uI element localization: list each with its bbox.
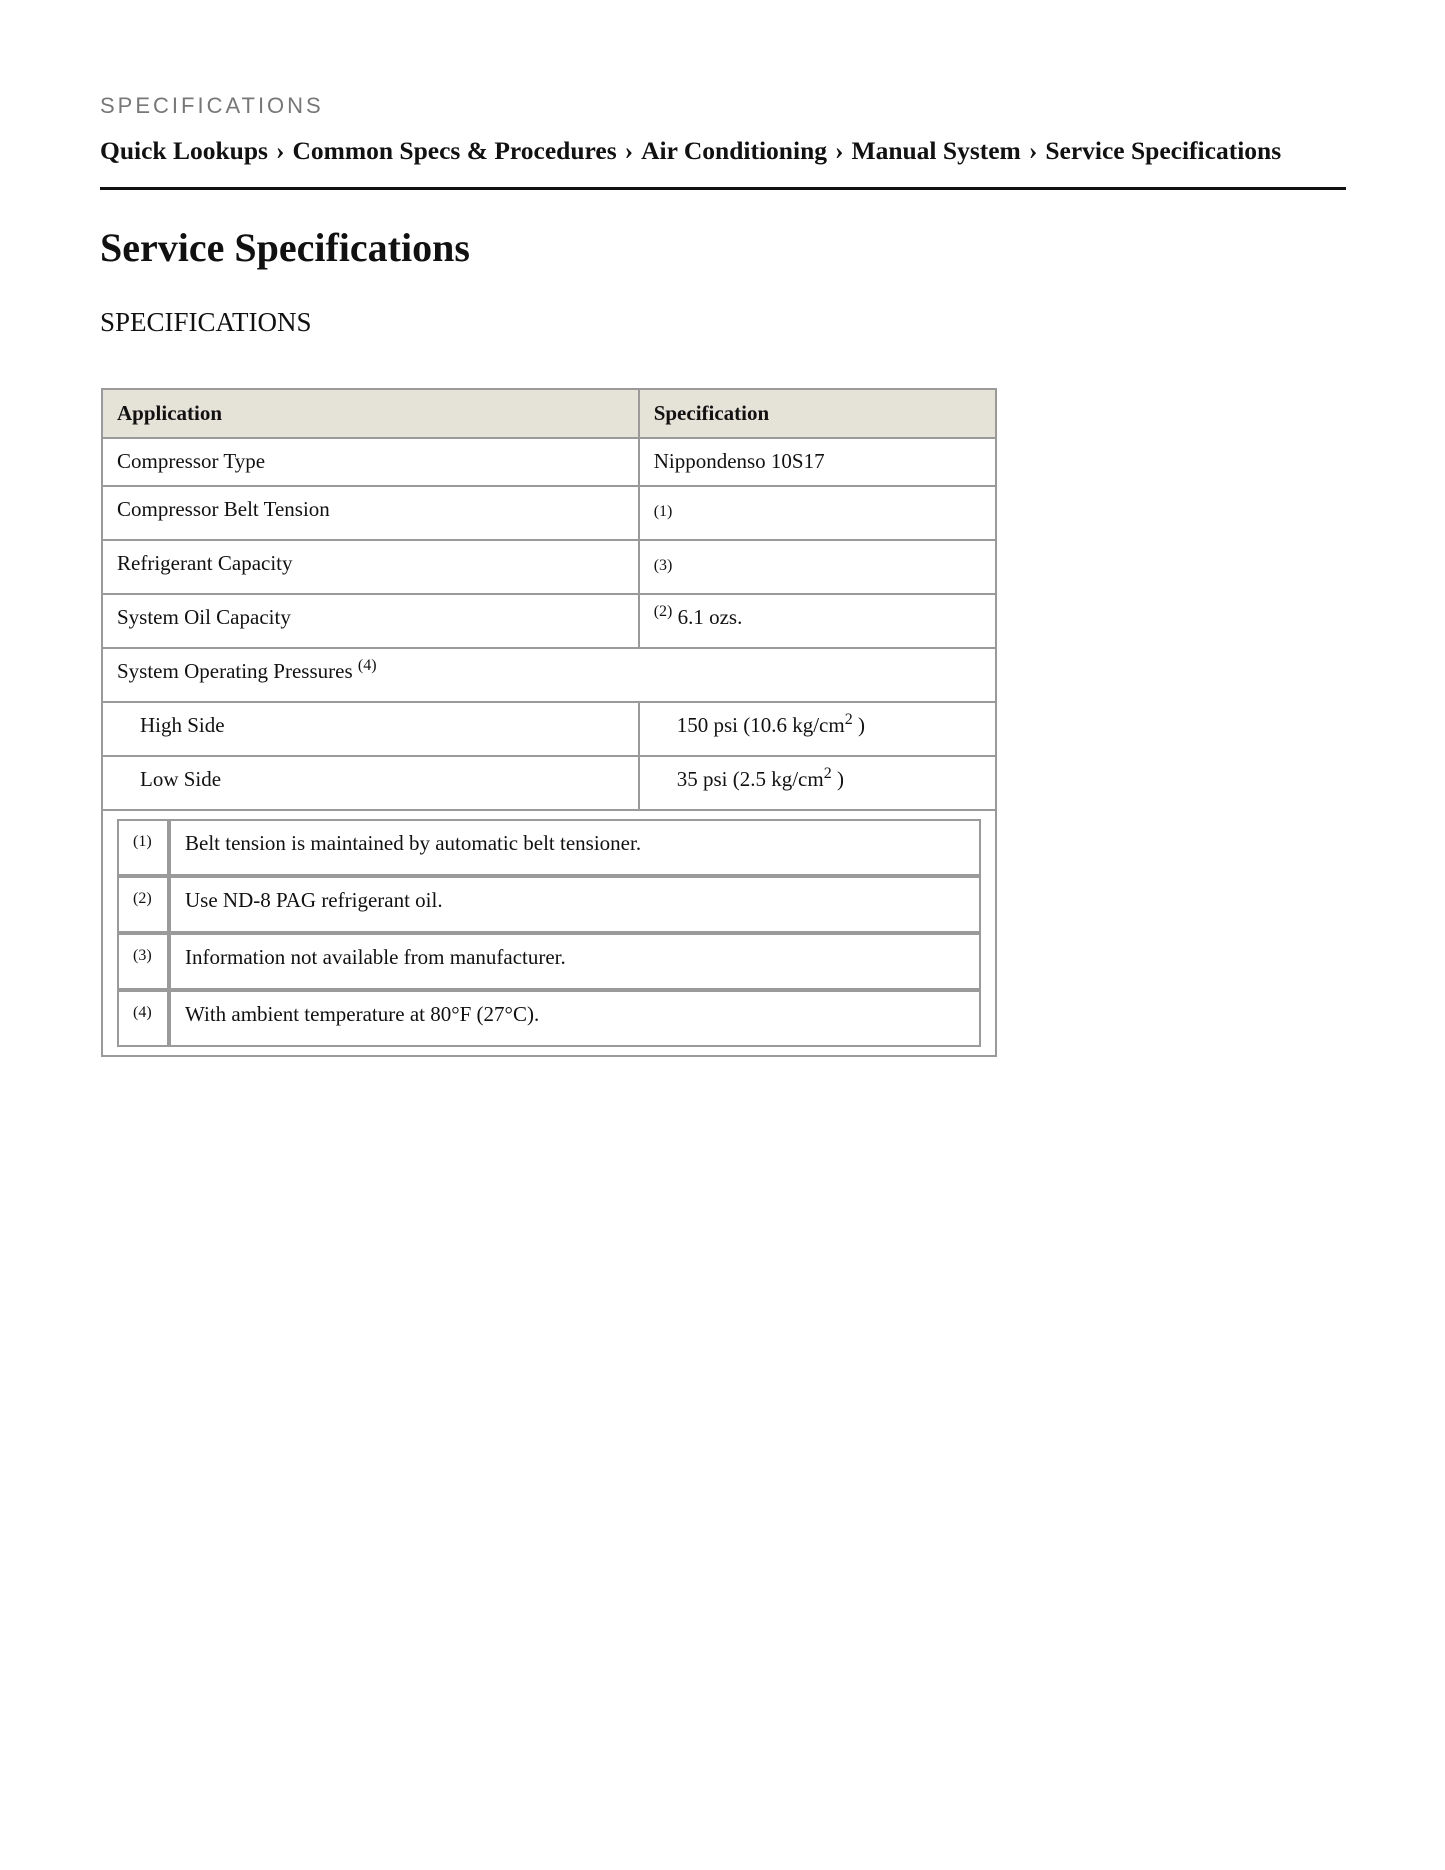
table-row (102, 594, 996, 648)
application-cell: Low Side (102, 756, 639, 810)
breadcrumb-separator: › (835, 136, 844, 165)
footnote-row (117, 990, 981, 1047)
application-cell: Refrigerant Capacity (102, 540, 639, 594)
specification-cell (639, 702, 996, 756)
breadcrumb-manual-system[interactable]: Manual System (851, 136, 1021, 165)
breadcrumb (100, 136, 1281, 166)
table-row (102, 540, 996, 594)
footnote-text: With ambient temperature at 80°F (27°C). (169, 990, 981, 1047)
footnote-text: Information not available from manufacturer. (169, 933, 981, 990)
table-row (102, 486, 996, 540)
footnote-text: Belt tension is maintained by automatic belt tensioner. (169, 819, 981, 876)
page-title: Service Specifications (100, 225, 470, 270)
table-header-row (102, 389, 996, 438)
specification-cell: Nippondenso 10S17 (639, 438, 996, 486)
application-cell: Compressor Belt Tension (102, 486, 639, 540)
section-label: SPECIFICATIONS (100, 93, 324, 118)
footnote-ref[interactable]: (1) (653, 503, 673, 520)
footnote-ref[interactable]: (2) (653, 603, 673, 620)
breadcrumb-air-conditioning[interactable]: Air Conditioning (641, 136, 827, 165)
spec-value-suffix: ) (831, 767, 844, 791)
footnote-number: (2) (117, 876, 169, 933)
footnote-ref[interactable]: (4) (357, 657, 377, 674)
specification-cell (639, 540, 996, 594)
breadcrumb-separator: › (1028, 136, 1038, 165)
superscript: 2 (823, 765, 832, 782)
footnote-row (117, 933, 981, 990)
footnote-number: (4) (117, 990, 169, 1047)
specification-cell (639, 594, 996, 648)
footnote-text: Use ND-8 PAG refrigerant oil. (169, 876, 981, 933)
footnote-row (117, 876, 981, 933)
footnotes-row (102, 810, 996, 1056)
footnotes-cell (102, 810, 996, 1056)
footnote-number: (3) (117, 933, 169, 990)
group-label-cell (102, 648, 996, 702)
table-row (102, 438, 996, 486)
application-cell: High Side (102, 702, 639, 756)
table-group-row (102, 648, 996, 702)
table-row (102, 756, 996, 810)
footnote-number: (1) (117, 819, 169, 876)
spec-value: 35 psi (2.5 kg/cm (676, 767, 824, 791)
footnote-row (117, 819, 981, 876)
spec-value: 150 psi (10.6 kg/cm (676, 713, 845, 737)
table-row (102, 702, 996, 756)
column-header-application: Application (102, 389, 639, 438)
breadcrumb-separator: › (275, 136, 285, 165)
breadcrumb-quick-lookups[interactable]: Quick Lookups (100, 136, 268, 165)
subheading: SPECIFICATIONS (100, 307, 312, 337)
superscript: 2 (844, 711, 853, 728)
breadcrumb-service-specifications[interactable]: Service Specifications (1045, 136, 1282, 165)
specification-cell (639, 486, 996, 540)
group-label: System Operating Pressures (117, 659, 353, 683)
breadcrumb-separator: › (624, 136, 634, 165)
specification-cell (639, 756, 996, 810)
application-cell: Compressor Type (102, 438, 639, 486)
column-header-specification: Specification (639, 389, 996, 438)
footnote-ref[interactable]: (3) (653, 557, 673, 574)
spec-value-suffix: ) (852, 713, 865, 737)
footnotes-table (117, 819, 981, 1047)
application-cell: System Oil Capacity (102, 594, 639, 648)
header-divider (100, 187, 1346, 190)
specifications-table (101, 388, 997, 1057)
spec-value: 6.1 ozs. (677, 605, 743, 629)
breadcrumb-common-specs[interactable]: Common Specs & Procedures (292, 136, 617, 165)
